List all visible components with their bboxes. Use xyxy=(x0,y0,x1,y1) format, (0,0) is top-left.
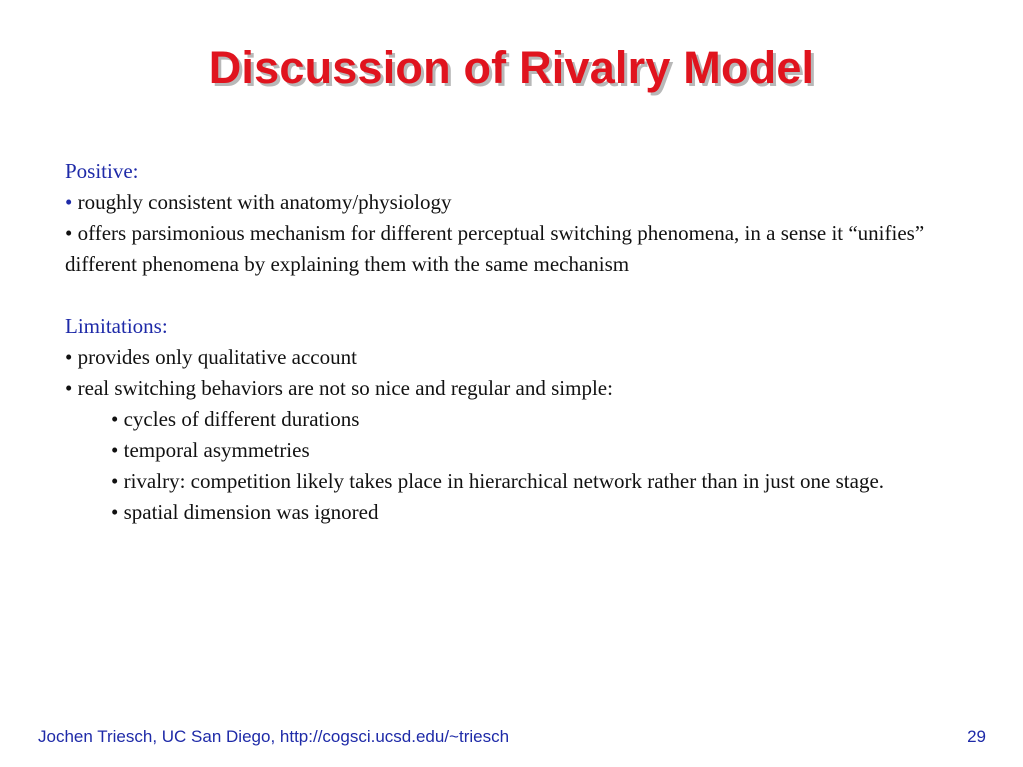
positive-item xyxy=(65,187,965,218)
bullet-icon: • xyxy=(65,190,73,214)
bullet-icon: • xyxy=(65,221,73,245)
bullet-icon: • xyxy=(111,469,119,493)
positive-heading: Positive: xyxy=(65,159,139,183)
limitations-subitem-text: cycles of different durations xyxy=(123,407,360,431)
bullet-icon: • xyxy=(111,438,119,462)
limitations-subitem-text: spatial dimension was ignored xyxy=(123,500,379,524)
limitations-item-text: real switching behaviors are not so nice and regular and simple: xyxy=(77,376,613,400)
positive-item xyxy=(65,218,965,280)
limitations-subitem xyxy=(65,404,965,435)
limitations-item xyxy=(65,342,965,373)
bullet-icon: • xyxy=(65,376,73,400)
limitations-subitem-text: temporal asymmetries xyxy=(123,438,310,462)
slide-title: Discussion of Rivalry Model xyxy=(208,42,815,93)
limitations-subitem xyxy=(65,497,965,528)
bullet-icon: • xyxy=(65,345,73,369)
limitations-subitem xyxy=(65,435,965,466)
limitations-heading: Limitations: xyxy=(65,314,168,338)
limitations-subitem xyxy=(65,466,965,497)
footer-credit: Jochen Triesch, UC San Diego, http://cogsci.ucsd.edu/~triesch xyxy=(38,727,510,746)
page-number: 29 xyxy=(967,727,986,746)
positive-item-text: roughly consistent with anatomy/physiology xyxy=(77,190,452,214)
positive-item-text: offers parsimonious mechanism for different perceptual switching phenomena, in a sense it “unifies” different phenomena by explaining them with the same mechanism xyxy=(65,221,925,276)
limitations-item xyxy=(65,373,965,404)
limitations-item-text: provides only qualitative account xyxy=(77,345,357,369)
bullet-icon: • xyxy=(111,407,119,431)
spacer xyxy=(65,280,965,311)
slide-body xyxy=(65,156,965,528)
limitations-subitem-text: rivalry: competition likely takes place in hierarchical network rather than in just one stage. xyxy=(123,469,885,493)
bullet-icon: • xyxy=(111,500,119,524)
